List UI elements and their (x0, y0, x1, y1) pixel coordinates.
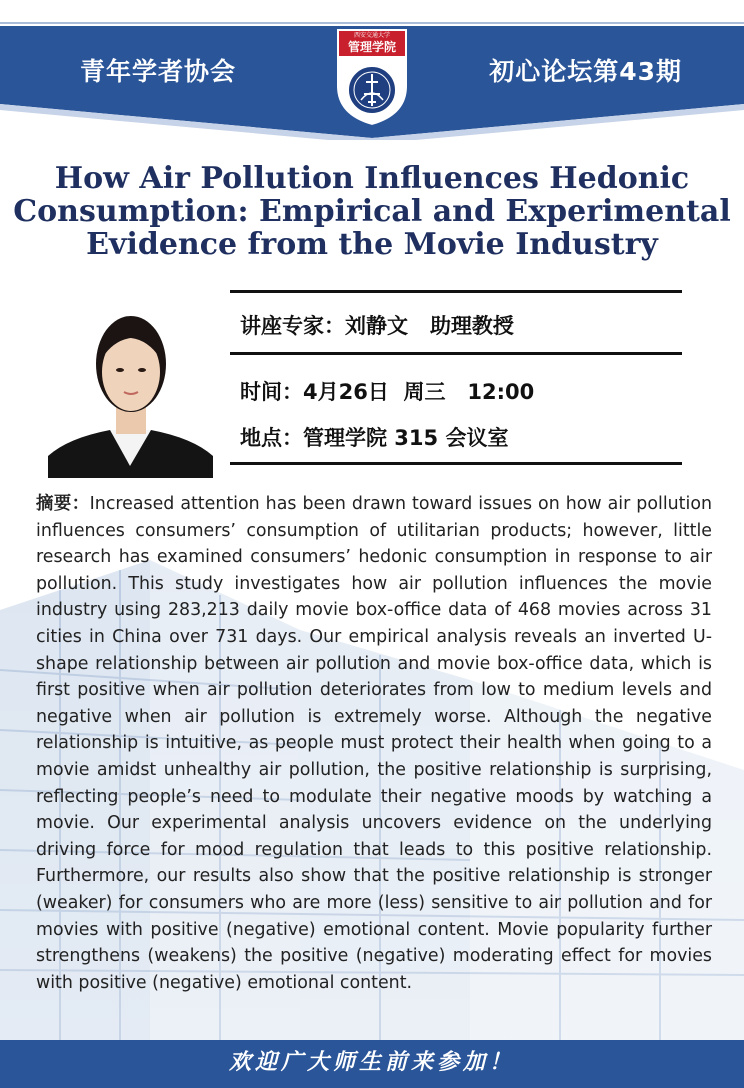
speaker-line (240, 310, 514, 340)
place-line (240, 422, 508, 452)
speaker-photo (48, 288, 213, 478)
time-label: 时间： (240, 380, 303, 404)
speaker-position: 助理教授 (429, 314, 514, 338)
title-line-3: Evidence from the Movie Industry (86, 227, 658, 262)
title-line-1: How Air Pollution Influences Hedonic (54, 161, 690, 196)
place-label: 地点： (240, 426, 303, 450)
speaker-name: 刘静文 (345, 314, 408, 338)
lecture-title (0, 162, 744, 261)
abstract-label: 摘要： (36, 494, 90, 514)
event-weekday: 周三 (403, 380, 446, 404)
forum-name: 初心论坛第43期 (489, 57, 682, 86)
event-date: 4月26日 (303, 380, 389, 404)
event-place: 管理学院 315 会议室 (303, 426, 509, 450)
abstract-text: Increased attention has been drawn toward issues on how air pollution influences consumers’ consumption of utilitarian products; however, little research has examined consumers’ hedonic consumption in response to air pollution. This study investigates how air pollution influences the movie industry using 283,213 daily movie box-office data of 468 movies across 31 cities in China over 731 days. Our empirical analysis reveals an inverted U-shape relationship between air pollution and movie box-office data, which is first positive when air pollution deteriorates from low to medium levels and negative when air pollution is extremely worse. Although the negative relationship is intuitive, as people must protect their health when going to a movie amidst unhealthy air pollution, the positive relationship is surprising, reflecting people’s need to modulate their negative moods by watching a movie. Our experimental analysis uncovers evidence on the underlying driving force for mood regulation that leads to this positive relationship. Furthermore, our results also show that the positive relationship is stronger (weaker) for consumers who are more (less) sensitive to air pollution and for movies with positive (negative) emotional content. Movie popularity further strengthens (weakens) the positive (negative) moderating effect for movies with positive (negative) emotional content. (36, 494, 712, 993)
divider-middle (230, 352, 682, 355)
title-line-2: Consumption: Empirical and Experimental (13, 194, 731, 229)
time-line (240, 376, 534, 406)
speaker-label: 讲座专家： (240, 314, 345, 338)
speaker-portrait-icon (48, 288, 213, 478)
school-logo (333, 24, 411, 128)
logo-school: 管理学院 (347, 40, 396, 54)
header-banner (0, 0, 744, 140)
org-name: 青年学者协会 (80, 57, 237, 86)
footer-welcome: 欢迎广大师生前来参加！ (228, 1049, 515, 1075)
divider-top (230, 290, 682, 293)
abstract (36, 491, 712, 996)
event-clock: 12:00 (467, 380, 535, 404)
logo-university: 西安交通大学 (353, 32, 390, 39)
divider-bottom (230, 462, 682, 465)
